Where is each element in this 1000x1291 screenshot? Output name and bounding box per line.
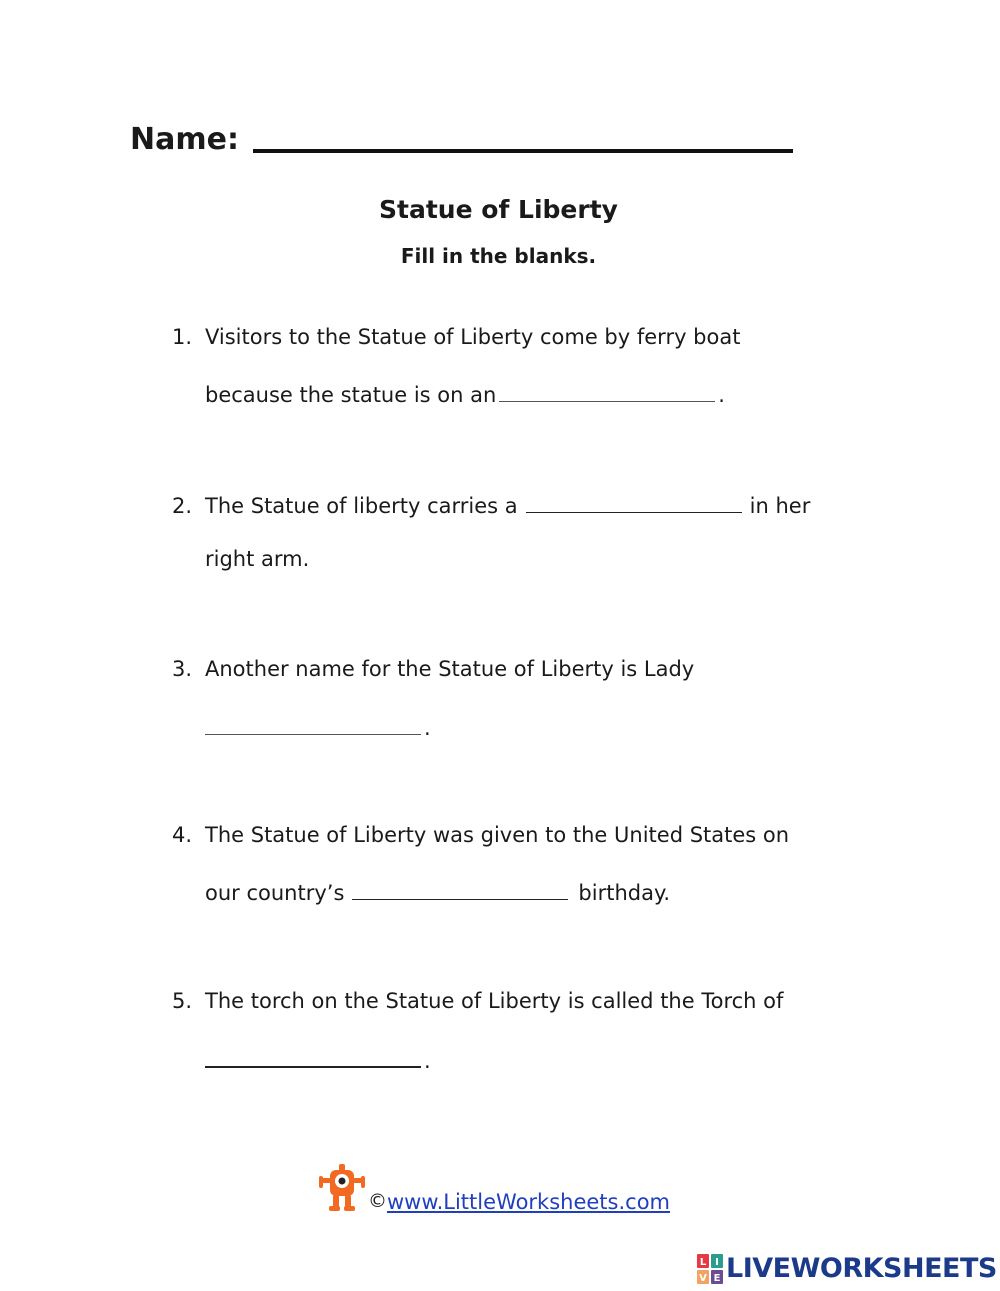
svg-text:E: E [713, 1272, 721, 1284]
question-1-line-2 [205, 381, 725, 407]
robot-mascot-icon [318, 1162, 366, 1214]
question-text: . [424, 1049, 431, 1073]
worksheet-title: Statue of Liberty [379, 195, 618, 224]
question-text: . [718, 383, 725, 407]
copyright-symbol: © [368, 1190, 387, 1212]
answer-blank-1[interactable] [499, 381, 715, 402]
answer-blank-2[interactable] [526, 492, 742, 513]
question-text: right arm. [205, 547, 310, 571]
answer-blank-3[interactable] [205, 714, 421, 735]
name-field [130, 122, 793, 157]
question-text: Another name for the Statue of Liberty is Lady [205, 657, 695, 681]
question-text: The Statue of liberty carries a [205, 494, 518, 518]
question-number: 4. [172, 823, 193, 847]
question-number: 3. [172, 657, 193, 681]
liveworksheets-logo-icon [697, 1254, 723, 1284]
question-2-line-1 [172, 492, 810, 518]
question-5-line-1 [172, 989, 783, 1013]
liveworksheets-brand [697, 1253, 997, 1284]
question-text: Visitors to the Statue of Liberty come by ferry boat [205, 325, 741, 349]
name-blank-line[interactable] [253, 149, 793, 153]
question-text: birthday. [578, 881, 671, 905]
svg-text:I: I [715, 1256, 719, 1268]
question-number: 5. [172, 989, 193, 1013]
question-number: 1. [172, 325, 193, 349]
brand-name[interactable]: LIVEWORKSHEETS [726, 1253, 997, 1284]
question-text: . [424, 716, 431, 740]
name-label: Name: [130, 122, 239, 157]
website-link[interactable]: www.LittleWorksheets.com [387, 1190, 670, 1214]
worksheet-instructions: Fill in the blanks. [400, 244, 597, 268]
svg-text:L: L [699, 1256, 707, 1268]
question-3-line-2 [205, 714, 431, 740]
question-text: The torch on the Statue of Liberty is called the Torch of [205, 989, 784, 1013]
question-text: in her [749, 494, 811, 518]
question-text: The Statue of Liberty was given to the United States on [205, 823, 790, 847]
question-4-line-2 [205, 879, 670, 905]
question-text: because the statue is on an [205, 383, 497, 407]
question-4-line-1 [172, 823, 789, 847]
answer-blank-5[interactable] [205, 1046, 421, 1068]
svg-text:V: V [699, 1272, 707, 1284]
question-3-line-1 [172, 657, 694, 681]
question-1-line-1 [172, 325, 740, 349]
question-2-line-2 [205, 547, 309, 571]
answer-blank-4[interactable] [352, 879, 568, 900]
footer-credit [318, 1162, 670, 1214]
question-5-line-2 [205, 1046, 431, 1073]
question-number: 2. [172, 494, 193, 518]
question-text: our country’s [205, 881, 345, 905]
